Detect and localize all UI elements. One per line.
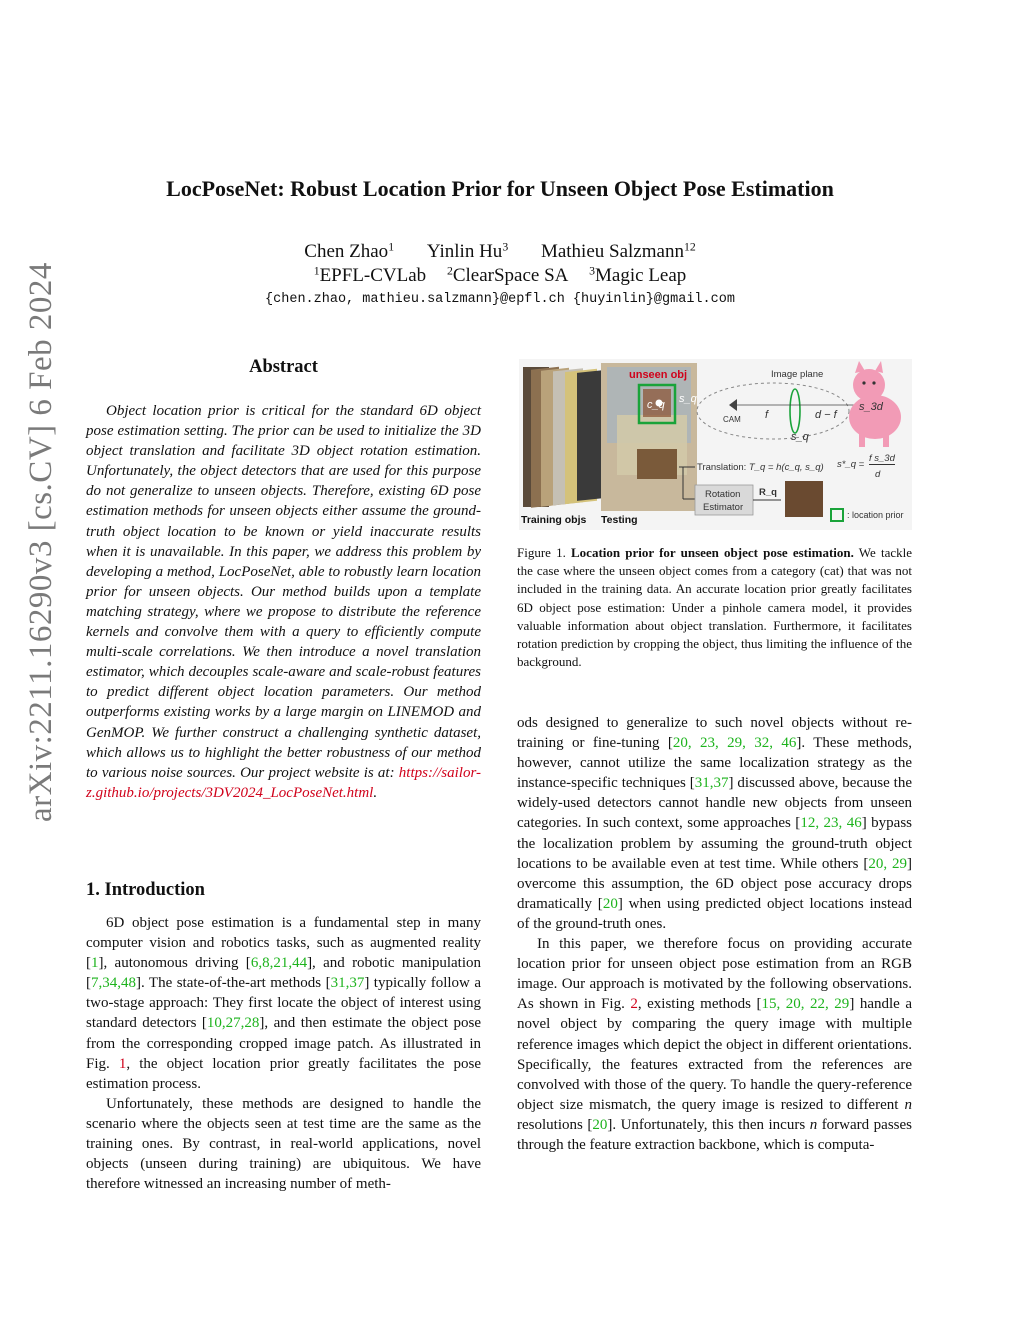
figure-reference[interactable]: 1 [118, 1055, 127, 1072]
citation[interactable]: 1 [91, 955, 99, 972]
right-paragraph-1: ods designed to generalize to such novel objects without re-training or fine-tuning [20, 23, 29, 32, 46]. These methods, however, cannot utilize the same localization strategy as the instance-specific techniques [31,37] discussed above, because the widely-used detectors cannot handle new objects from unseen categories. In such context, some approaches [12, 23, 46] bypass the localization problem by assuming the ground-truth object locations to be available even at test time. While others [20, 29] overcome this assumption, the 6D object pose accuracy drops dramatically [20] when using predicted object locations instead of the ground-truth ones. [517, 715, 913, 932]
paper-title: LocPoseNet: Robust Location Prior for Unseen Object Pose Estimation [166, 176, 834, 201]
label-rq: R_q [759, 487, 777, 498]
citation[interactable]: 12, 23, 46 [800, 815, 862, 832]
author: Mathieu Salzmann$^{12}$ [540, 240, 696, 262]
citation[interactable]: 7,34,48 [91, 975, 136, 992]
label-estimator: Estimator [703, 502, 744, 513]
citation[interactable]: 31,37 [330, 975, 365, 992]
label-translation: Translation: T_q = h(c_q, s_q) [697, 462, 824, 473]
rotation-output-crop [785, 481, 823, 517]
intro-body [86, 913, 481, 1194]
intro-paragraph-1: 6D object pose estimation is a fundamental step in many computer vision and robotics tasks, such as augmented reality [1], autonomous driving [6,8,21,44], and robotic manipulation [7,34,48]. The state-of-the-art methods [31,37] typically follow a two-stage approach: They first locate the object of interest using standard detectors [10,27,28], and then estimate the object pose from the corresponding cropped image patch. As illustrated in Fig. 1, the object location prior greatly facilitates the pose estimation process. [86, 915, 482, 1092]
citation[interactable]: 15, 20, 22, 29 [761, 996, 850, 1013]
label-s-star: s*_q = [837, 459, 865, 470]
abstract-body: Object location prior is critical for the standard 6D object pose estimation setting. The prior can be used to initialize the 3D object translation and facilitate 3D object rotation estimation. Unfortunately, the object detectors that are used for this purpose do not generalize to unseen objects. Therefore, existing 6D pose estimation methods for unseen objects either assume the ground-truth object location to be known or yield inaccurate results when it is unavailable. In this paper, we address this problem by developing a method, LocPoseNet, able to robustly learn location prior for unseen objects. Our method builds upon a template matching strategy, where we propose to distribute the reference kernels and convolve them with a query to efficiently compute multi-scale correlations. We then introduce a novel translation estimator, which decouples scale-aware and scale-robust features to predict different object location parameters. Our method outperforms existing works by a large margin on LINEMOD and GenMOP. We further construct a challenging synthetic dataset, which allows us to highlight the better robustness of our method to various noise sources. Our project website is at: https://sailor-z.github.io/projects/3DV2024_LocPoseNet.html. [86, 403, 481, 801]
label-location-prior: : location prior [847, 510, 904, 520]
label-frac-num: f s_3d [869, 453, 895, 464]
citation[interactable]: 20, 23, 29, 32, 46 [672, 735, 797, 752]
affiliation: $^3$Magic Leap [589, 264, 687, 286]
label-testing: Testing [601, 514, 638, 526]
label-f: f [765, 409, 769, 421]
intro-heading: 1. Introduction [86, 880, 205, 900]
query-crop [637, 449, 677, 479]
citation[interactable]: 20 [602, 895, 618, 912]
citation[interactable]: 6,8,21,44 [250, 955, 308, 972]
author-list [0, 241, 1000, 263]
citation[interactable]: 20, 29 [868, 855, 908, 872]
label-image-plane: Image plane [771, 369, 824, 380]
label-d-minus-f: d − f [815, 409, 837, 421]
label-sq: s_q [679, 393, 697, 405]
right-paragraph-2: In this paper, we therefore focus on providing accurate location prior for unseen object pose estimation from an RGB image. Our approach is motivated by the following observations. As shown in Fig. 2, existing methods [15, 20, 22, 29] handle a novel object by comparing the query image with multiple reference images which depict the object in different orientations. Specifically, the features extracted from the references are convolved with those of the query. To handle the query-reference object size mismatch, the query image is resized to different n resolutions [20]. Unfortunately, this then incurs n forward passes through the feature extraction backbone, which is computa- [517, 936, 912, 1153]
citation[interactable]: 31,37 [694, 775, 729, 792]
author: Chen Zhao$^1$ [304, 240, 395, 262]
project-link[interactable]: https://sailor-z.github.io/projects/3DV2024_LocPoseNet.html [86, 764, 481, 801]
right-column-body [517, 713, 912, 1155]
citation[interactable]: 10,27,28 [206, 1015, 260, 1032]
training-objects-stack [523, 367, 601, 508]
label-cam: CAM [723, 415, 741, 424]
citation[interactable]: 20 [592, 1116, 608, 1133]
affiliation: $^1$EPFL-CVLab [313, 264, 427, 286]
legend-box [831, 509, 843, 521]
label-training: Training objs [521, 514, 587, 526]
abstract-heading: Abstract [249, 357, 318, 377]
label-cq: c_q [647, 399, 665, 411]
label-sq-plane: s_q [791, 431, 809, 443]
label-unseen-obj: unseen obj [629, 369, 688, 381]
label-s3d: s_3d [859, 401, 883, 413]
figure-1 [519, 359, 912, 530]
author-emails: {chen.zhao, mathieu.salzmann}@epfl.ch {huyinlin}@gmail.com [265, 292, 735, 307]
affiliation: $^2$ClearSpace SA [446, 264, 569, 286]
intro-paragraph-2: Unfortunately, these methods are designed to handle the scenario where the objects seen at test time are the same as the training ones. By contrast, in real-world applications, novel objects (unseen during training) are ubiquitous. We have therefore witnessed an increasing number of meth- [86, 1095, 481, 1193]
affiliation-list [0, 265, 1000, 287]
figure-reference[interactable]: 2 [630, 996, 638, 1013]
author: Yinlin Hu$^3$ [426, 240, 509, 262]
label-frac-den: d [875, 469, 881, 480]
figure-1-caption: Figure 1. Location prior for unseen object pose estimation. We tackle the case where the unseen object comes from a category (cat) that was not included in the training data. An accurate location prior greatly facilitates 6D object pose estimation: Under a pinhole camera model, it provides valuable information about object translation. Furthermore, it facilitates rotation prediction by cropping the object, thus limiting the influence of the background. [517, 545, 912, 670]
label-rotation: Rotation [705, 489, 741, 500]
arxiv-sidebar: arXiv:2211.16290v3 [cs.CV] 6 Feb 2024 [23, 262, 59, 822]
